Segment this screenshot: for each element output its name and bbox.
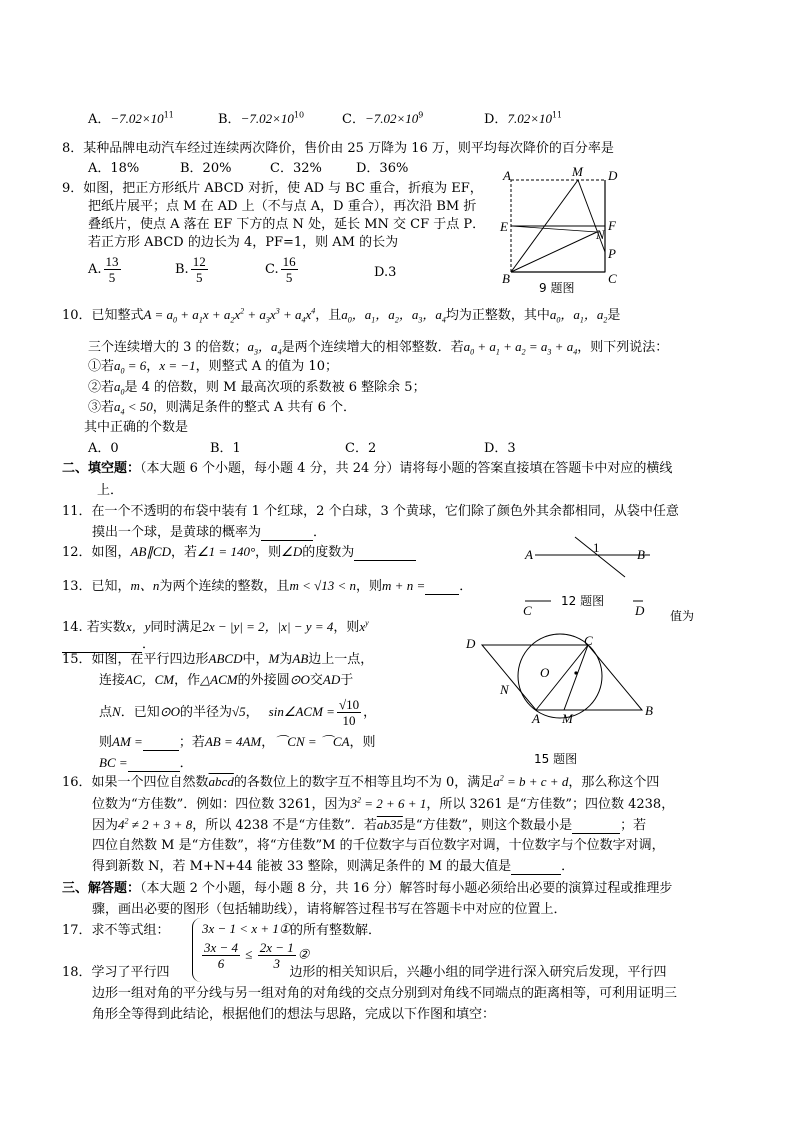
q18-line1: 18．学习了平行四 边形的相关知识后，兴趣小组的同学进行深入研究后发现，平行四 [62,965,667,980]
q16-answer-blank-1[interactable] [572,819,620,834]
q7-option-b: B．$-7.02\times 10^{10}$ [218,110,305,127]
q10-option-b: B．1 [210,441,241,456]
q10-option-c: C．2 [345,441,377,456]
label-D: D [466,636,476,651]
q16-line1: 16．如果一个四位自然数abcd的各数位上的数字互不相等且均不为 0，满足$a^2 = b + c + d$，那么称这个四 [62,773,660,790]
q16-line5: 得到新数 N，若 M+N+44 能被 33 整除，则满足条件的 M 的最大值是 ． [92,859,575,874]
label-N: N [500,682,509,697]
q9-line3: 叠纸片，使点 A 落在 EF 下方的点 N 处，延长 MN 交 CF 于点 P． [88,217,486,232]
q9-line1: 9．如图，把正方形纸片 ABCD 对折，使 AD 与 BC 重合，折痕为 EF， [62,181,483,196]
q9-option-a: A. $\frac{13}{5}$ [88,254,119,285]
q7-option-c: C．$-7.02\times 10^9$ [342,110,424,127]
label-A: A [503,168,511,183]
q10-statement1: ①若$a_0 = 6$，x = −1，则整式 A 的值为 10； [88,358,338,376]
q17-stem-end: 的所有整数解． [290,923,382,938]
label-C: C [523,603,532,618]
q10-option-a: A．0 [88,441,119,456]
label-N: N [596,227,605,242]
q12-caption: 12 题图 [561,594,605,608]
section3-header-cont: 骤，画出必要的图形（包括辅助线），请将解答过程书写在答题卡中对应的位置上． [92,902,567,917]
q15-line3: 点N．已知⊙O的半径为√5， sin∠ACM = $\frac{√10}{10}$ ， [99,697,377,728]
label-D: D [635,603,645,618]
section2-header-cont: 上． [97,483,124,498]
q9-line2: 把纸片展平；点 M 在 AD 上（不与点 A，D 重合），再次沿 BM 折 [88,199,477,214]
q15-line1: 15．如图，在平行四边形ABCD中，M为AB边上一点， [62,651,374,667]
label-A: A [532,711,540,726]
q9-option-d: D.3 [374,265,397,280]
label-D: D [608,168,618,183]
label-B: B [637,547,645,562]
q9-option-b: B. $\frac{12}{5}$ [175,254,206,285]
q10-statement2: ②若$a_0$是 4 的倍数，则 M 最高次项的系数被 6 整除余 5； [88,379,426,397]
q15-line2: 连接AC，CM，作△ACM的外接圆⊙O交AD于 [99,672,354,688]
label-A: A [525,547,533,562]
q17-inequality-1: 3x − 1 < x + 1① [202,921,291,936]
q14-stem: 14. 若实数x，y同时满足2x − |y| = 2，|x| − y = 4，则$x^y$ [62,618,369,635]
q15-figure [458,630,668,770]
label-M: M [572,164,583,179]
q12-figure [515,535,705,625]
q10-line6: 其中正确的个数是 [84,420,189,435]
section3-header: 三、解答题：（本大题 2 个小题，每小题 8 分，共 16 分）解答时每小题必须给出必要的演算过程或推理步 [62,881,673,896]
q11-line1: 11．在一个不透明的布袋中装有 1 个红球，2 个白球，3 个黄球，它们除了颜色外其余都相同，从袋中任意 [62,504,679,519]
section2-header: 二、填空题：（本大题 6 个小题，每小题 4 分，共 24 分）请将每小题的答案直接填在答题卡中对应的横线 [62,461,673,476]
q15-line5: BC = ． [99,755,193,771]
q13-answer-blank[interactable] [425,580,459,595]
q17-inequality-2: $\frac{3x - 4}{6}$ ≤ $\frac{2x - 1}{3}$ ② [204,940,310,971]
q10-line2: 三个连续增大的 3 的倍数；$a_3$，$a_4$是两个连续增大的相邻整数．若$a_0 + a_1 + a_2 = a_3 + a_4$，则下列说法： [88,339,669,357]
q16-line4: 四位自然数 M 是“方佳数”，将“方佳数”M 的千位数字与百位数字对调，十位数字与个位数字对调， [92,838,665,853]
label-B: B [645,703,653,718]
label-C: C [584,633,593,648]
label-E: E [500,219,508,234]
q18-line3: 角形全等得到此结论，根据他们的想法与思路，完成以下作图和填空： [92,1007,496,1022]
label-P: P [608,246,616,261]
q8-option-a: A．18% [88,161,140,176]
q8-option-c: C．32% [270,161,322,176]
q16-line3: 因为$4^2 \ne 2 + 3 + 8$，所以 4238 不是“方佳数”．若ab35是“方佳数”，则这个数最小是 ；若 [92,816,647,833]
q14-answer-blank-line: ． [62,636,155,653]
q8-stem: 8．某种品牌电动汽车经过连续两次降价，售价由 25 万降为 16 万，则平均每次降价的百分率是 [62,141,614,156]
label-M: M [562,711,573,726]
q9-figure [495,160,635,300]
q7-option-a: A．$-7.02\times 10^{11}$ [88,110,174,127]
q15-answer-blank-1[interactable] [143,736,179,751]
label-F: F [608,218,616,233]
label-O: O [540,665,550,680]
q8-option-d: D．36% [356,161,409,176]
label-angle-1: 1 [593,540,600,555]
q9-line4: 若正方形 ABCD 的边长为 4，PF=1，则 AM 的长为 [88,235,399,250]
q12-extra-text: 值为 [670,609,695,623]
q7-option-d: D．$7.02\times 10^{11}$ [484,110,563,127]
label-B: B [502,271,510,286]
q15-caption: 15 题图 [534,752,578,766]
q15-answer-blank-2[interactable] [128,757,180,772]
q8-option-b: B．20% [180,161,232,176]
q16-line2: 位数为“方佳数”．例如：四位数 3261，因为$3^2 = 2 + 6 + 1$，所以 3261 是“方佳数”；四位数 4238， [92,795,675,812]
q10-line1: 10．已知整式$A = a_0 + a_1x + a_2x^2 + a_3x^3 + a_4x^4$，且$a_0$，$a_1$，$a_2$，$a_3$，$a_4$均为正整数，其中$a_0$，$a_1$，$a_2$是 [62,306,621,325]
q18-line2: 边形一组对角的平分线与另一组对角的对角线的交点分别到对角线不同端点的距离相等，可利用证明三 [92,986,678,1001]
q9-option-c: C. $\frac{16}{5}$ [265,254,296,285]
q11-answer-blank[interactable] [261,526,313,541]
q12-stem: 12．如图，AB∥CD，若∠1 = 140°，则∠D的度数为 [62,543,416,561]
label-C: C [608,271,617,286]
q17-stem: 17．求不等式组： [62,923,170,938]
q11-line2: 摸出一个球，是黄球的概率为 ． [92,525,327,540]
q15-line4: 则AM = ；若AB = 4AM，⌒CN = ⌒CA，则 [99,734,376,750]
q16-answer-blank-2[interactable] [511,860,561,875]
q10-statement3: ③若$a_4 < 50$，则满足条件的整式 A 共有 6 个． [88,399,356,417]
q9-caption: 9 题图 [539,281,575,295]
q12-answer-blank[interactable] [354,546,416,561]
q10-option-d: D．3 [484,441,516,456]
q13-stem: 13．已知，m、n为两个连续的整数，且m < √13 < n，则m + n = ． [62,578,473,594]
